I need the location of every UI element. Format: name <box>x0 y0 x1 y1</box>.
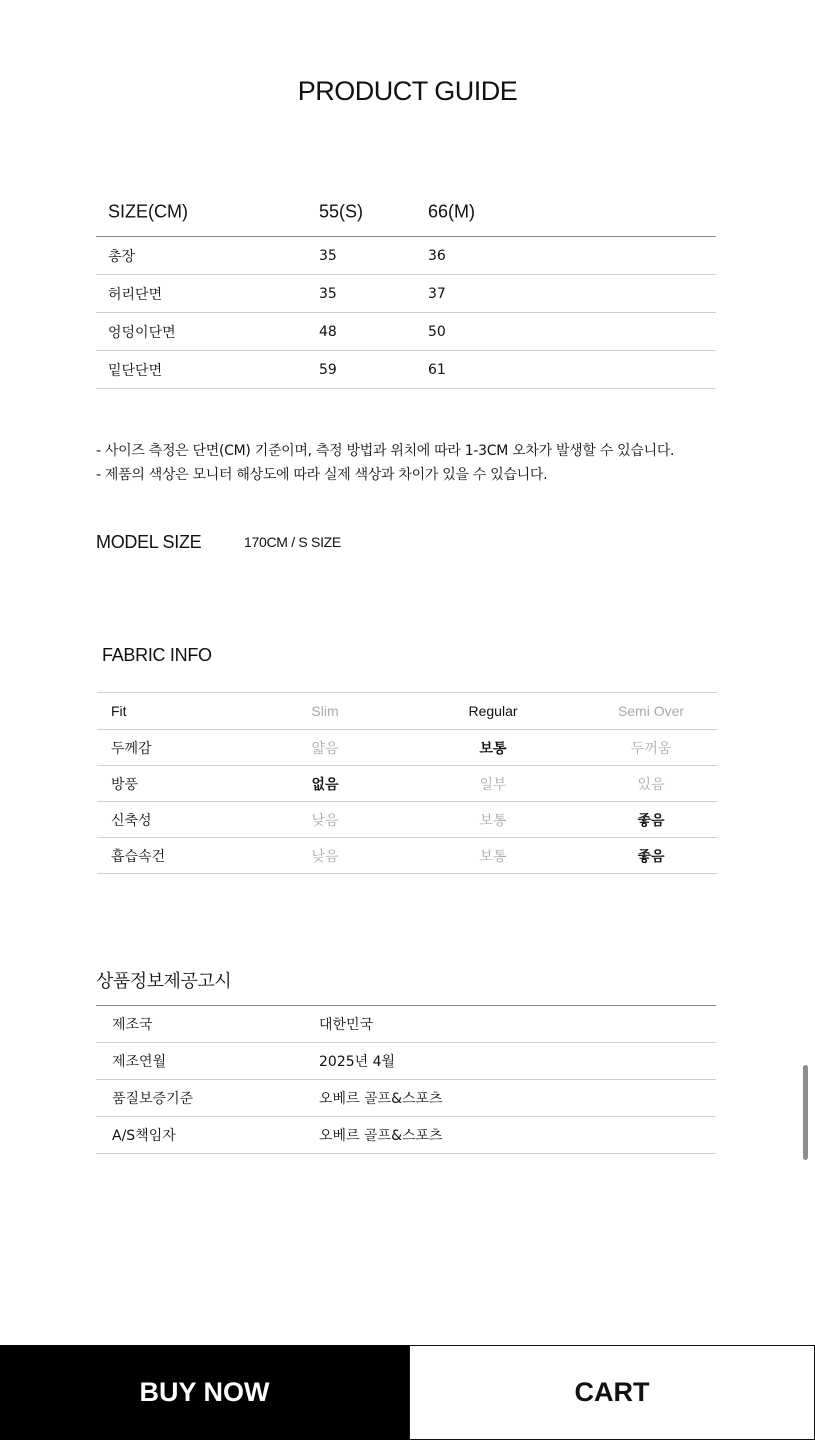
size-notes <box>96 439 674 487</box>
size-table <box>96 188 716 389</box>
size-cell-s-text: 48 <box>319 323 337 340</box>
scrollbar-thumb[interactable] <box>803 1065 808 1160</box>
model-size <box>96 529 341 555</box>
fabric-option: 좋음 <box>637 812 665 829</box>
fabric-option: 두꺼움 <box>630 740 672 757</box>
note-line: - 제품의 색상은 모니터 해상도에 따라 실제 색상과 차이가 있을 수 있습니다. <box>96 467 548 483</box>
fabric-info-table <box>97 692 717 874</box>
fabric-row-label: 방풍 <box>111 776 139 793</box>
fabric-option: Semi Over <box>617 703 685 719</box>
size-cell-m-text: 36 <box>428 247 446 264</box>
model-size-label: MODEL SIZE <box>96 532 202 552</box>
fabric-option: 낮음 <box>311 812 339 829</box>
fabric-option: 있음 <box>637 776 665 793</box>
fabric-option: Slim <box>311 703 339 719</box>
table-row <box>96 1006 716 1043</box>
fabric-row-label: 신축성 <box>111 812 152 829</box>
size-row-label: 총장 <box>108 248 136 265</box>
fabric-row-quick-dry <box>97 838 717 874</box>
notice-label: 제조국 <box>112 1017 153 1033</box>
table-row <box>96 1080 716 1117</box>
fabric-option: 보통 <box>479 812 507 829</box>
size-cell-s-text: 59 <box>319 361 337 378</box>
model-size-value: 170CM / S SIZE <box>244 534 341 550</box>
notice-label: A/S책임자 <box>112 1128 176 1144</box>
size-header-label: SIZE(CM) <box>108 201 188 222</box>
notice-value: 오베르 골프&스포츠 <box>319 1091 443 1107</box>
cart-button[interactable]: CART <box>409 1345 815 1440</box>
table-row <box>96 351 716 389</box>
table-row <box>96 275 716 313</box>
notice-label: 제조연월 <box>112 1054 167 1070</box>
size-cell-s-text: 35 <box>319 285 337 302</box>
fabric-row-stretch <box>97 802 717 838</box>
note-line: - 사이즈 측정은 단면(CM) 기준이며, 측정 방법과 위치에 따라 1-3CM 오차가 발생할 수 있습니다. <box>96 443 675 459</box>
fabric-option: Regular <box>468 703 518 719</box>
notice-label: 품질보증기준 <box>112 1091 194 1107</box>
size-cell-s-text: 35 <box>319 247 337 264</box>
table-row <box>96 1043 716 1080</box>
notice-value: 오베르 골프&스포츠 <box>319 1128 443 1144</box>
fabric-row-thickness <box>97 730 717 766</box>
fabric-option: 일부 <box>479 776 507 793</box>
size-cell-m-text: 37 <box>428 285 446 302</box>
fabric-option: 보통 <box>479 740 507 757</box>
bottom-action-bar <box>0 1345 815 1440</box>
fabric-option: 없음 <box>311 776 339 793</box>
fabric-option: 낮음 <box>311 848 339 865</box>
fabric-row-label: 흡습속건 <box>111 848 166 865</box>
fabric-row-label: 두께감 <box>111 740 152 757</box>
fabric-option: 좋음 <box>637 848 665 865</box>
product-notice-table <box>96 1005 716 1154</box>
size-header-m-text: 66(M) <box>428 201 476 222</box>
notice-value: 2025년 4월 <box>319 1054 396 1070</box>
fabric-option: 보통 <box>479 848 507 865</box>
table-row <box>96 237 716 275</box>
table-row <box>96 313 716 351</box>
fabric-option: 얇음 <box>311 740 339 757</box>
size-table-header <box>96 188 716 237</box>
fabric-row-windproof <box>97 766 717 802</box>
size-cell-m-text: 61 <box>428 361 446 378</box>
notice-value: 대한민국 <box>319 1017 374 1033</box>
size-row-label: 허리단면 <box>108 286 163 303</box>
fabric-row-fit <box>97 693 717 730</box>
size-header-s-text: 55(S) <box>319 201 364 222</box>
fabric-row-label: Fit <box>111 703 127 719</box>
page-title: PRODUCT GUIDE <box>297 76 518 106</box>
size-cell-m-text: 50 <box>428 323 446 340</box>
buy-now-button[interactable]: BUY NOW <box>0 1345 409 1440</box>
fabric-info-title: FABRIC INFO <box>102 645 212 665</box>
size-row-label: 밑단단면 <box>108 362 163 379</box>
product-notice-title: 상품정보제공고시 <box>96 971 232 992</box>
size-row-label: 엉덩이단면 <box>108 324 176 341</box>
table-row <box>96 1117 716 1154</box>
